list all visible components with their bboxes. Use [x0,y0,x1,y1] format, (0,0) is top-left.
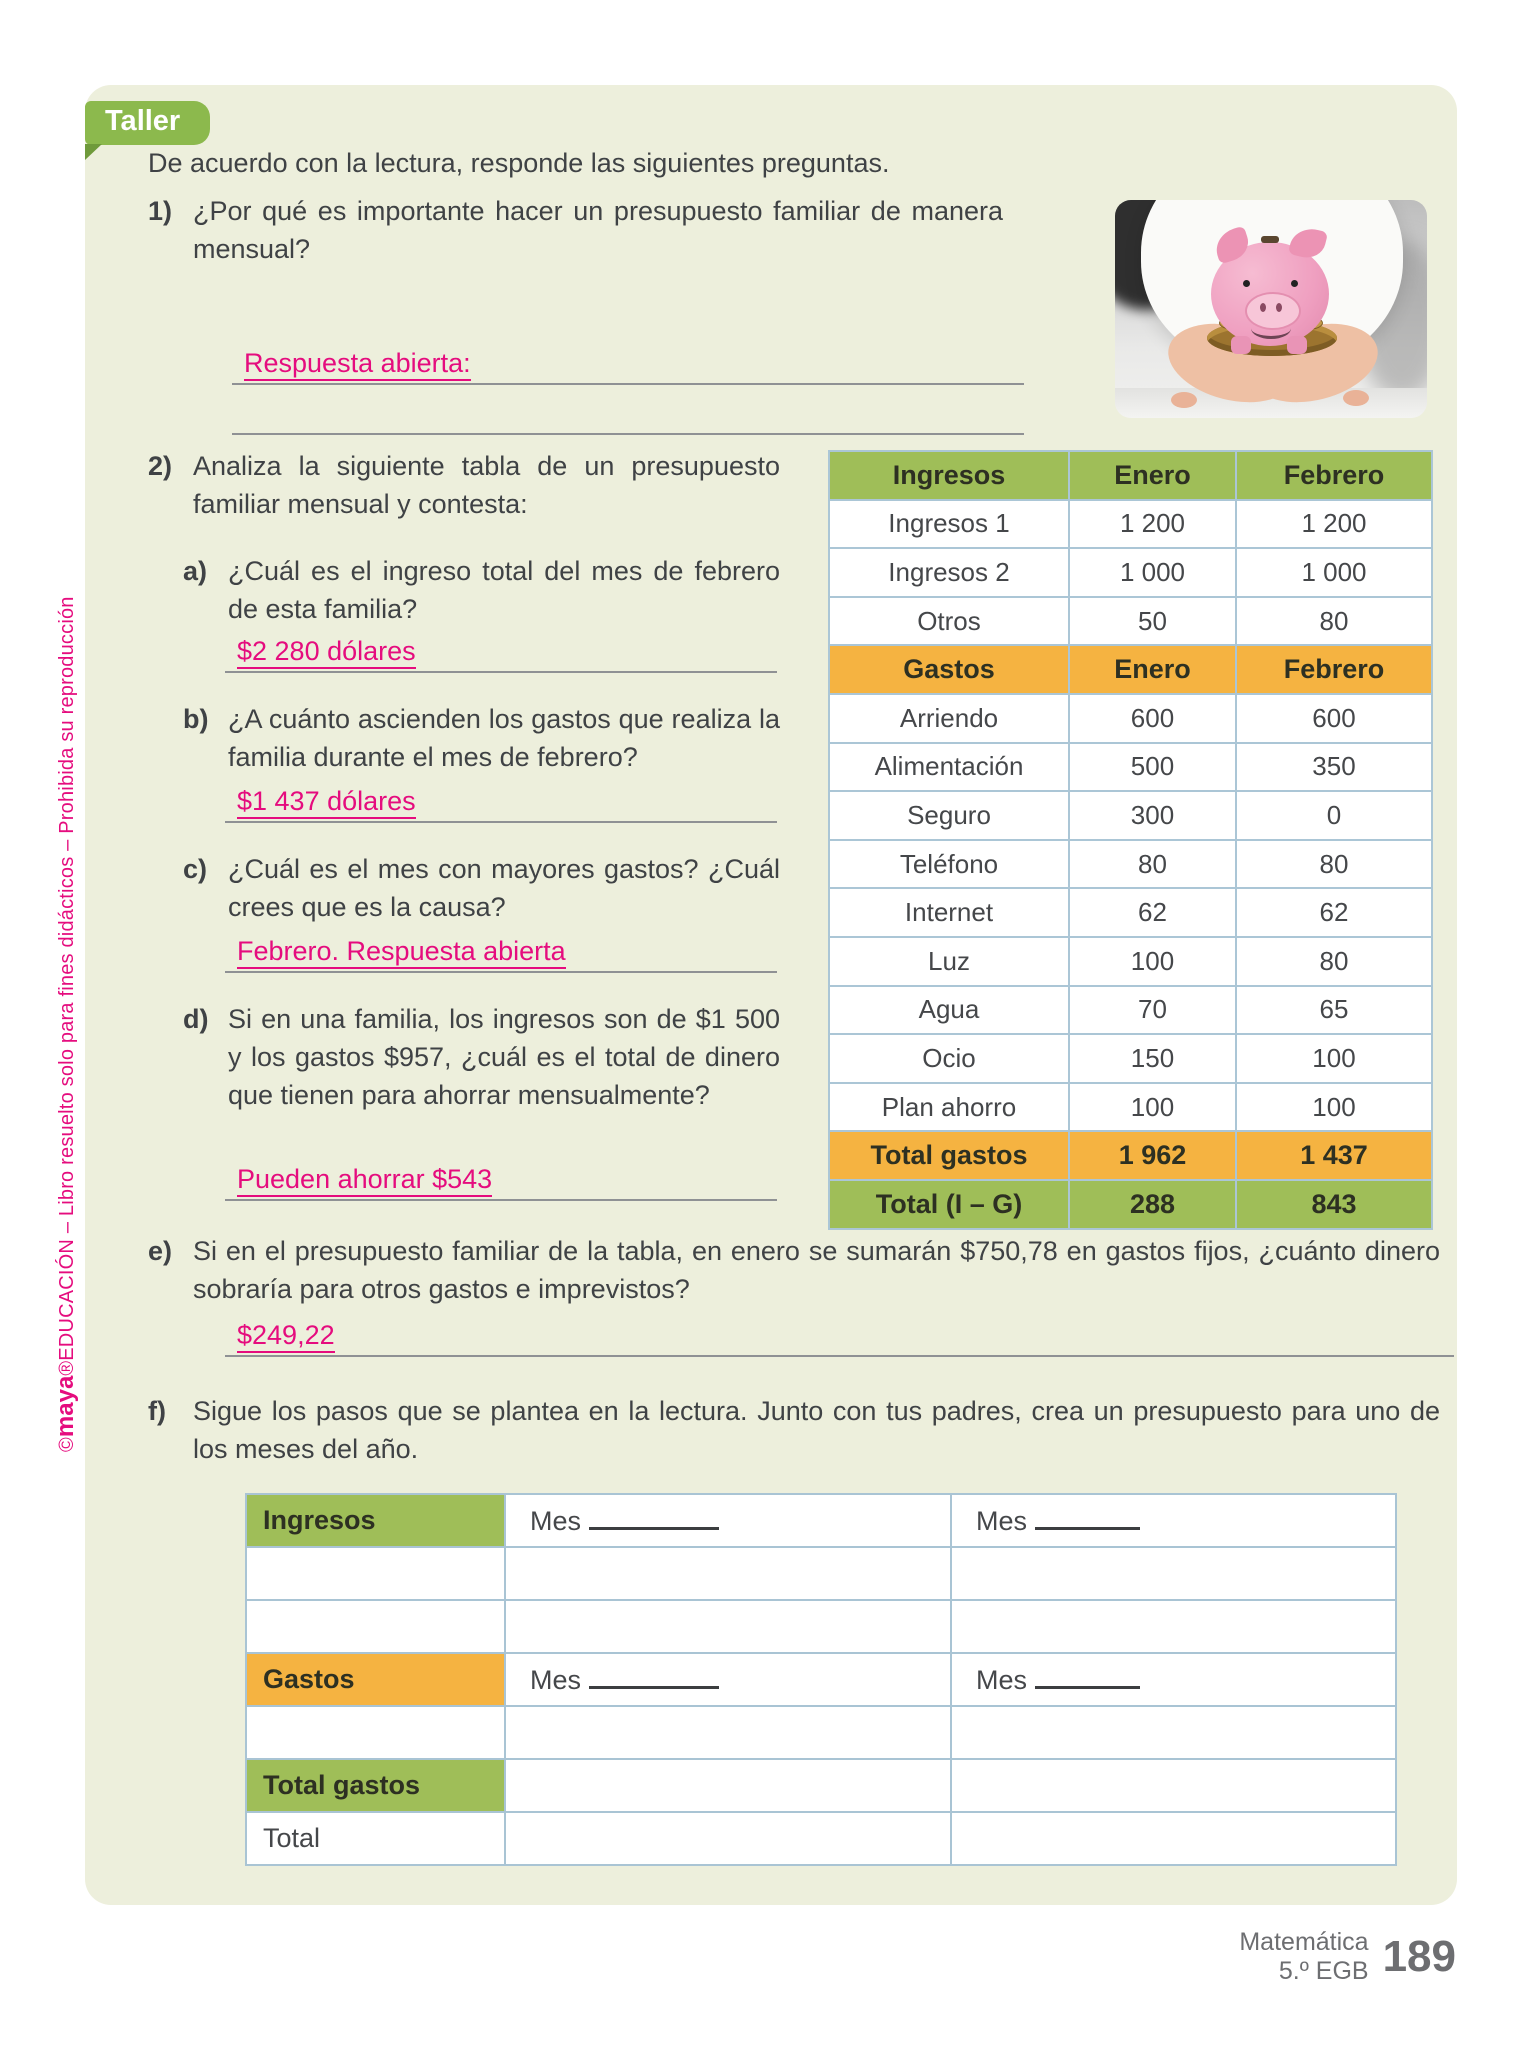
pig-smile [1251,318,1291,339]
budget-table-row [829,840,1432,889]
budget-table-cell: 100 [1069,1083,1236,1132]
budget-table-cell: Total gastos [829,1131,1069,1180]
answer-line-q1 [232,348,1024,385]
question-1-text: ¿Por qué es importante hacer un presupuesto familiar de manera mensual? [193,196,1003,264]
question-e-text: Si en el presupuesto familiar de la tabla, en enero se sumarán $750,78 en gastos fijos, ¿cuánto dinero sobraría para otros gastos e imprevistos? [193,1236,1440,1304]
budget-table-row [829,1131,1432,1180]
intro-text: De acuerdo con la lectura, responde las siguientes preguntas. [148,148,890,178]
table-row [246,1759,1396,1812]
mes-blank-line [1035,1505,1140,1530]
budget-table-cell: Enero [1069,451,1236,500]
budget-table-cell: Ocio [829,1034,1069,1083]
budget-table-cell: Febrero [1236,645,1432,694]
budget-table-row [829,1083,1432,1132]
table-row [246,1494,1396,1547]
budget-table-cell: Seguro [829,791,1069,840]
gastos-header-cell: Gastos [246,1653,505,1706]
question-d-text: Si en una familia, los ingresos son de $1 500 y los gastos $957, ¿cuál es el total de dinero que tienen para ahorrar mensualmente? [228,1004,780,1110]
table-row [246,1547,1396,1600]
budget-table-cell: Plan ahorro [829,1083,1069,1132]
total-label-cell: Total [246,1812,505,1865]
question-f-text: Sigue los pasos que se plantea en la lectura. Junto con tus padres, crea un presupuesto para uno de los meses del año. [193,1396,1440,1464]
blank-budget-table [245,1493,1397,1866]
budget-table-cell: 1 200 [1069,500,1236,549]
copyright-text: ®EDUCACIÓN – Libro resuelto solo para fines didácticos – Prohibida su reproducción [56,596,78,1376]
pig-leg [1231,336,1251,354]
table-row [246,1653,1396,1706]
empty-cell [505,1759,951,1812]
answer-e: $249,22 [237,1320,335,1353]
budget-table-cell: Arriendo [829,694,1069,743]
budget-table-cell: 1 437 [1236,1131,1432,1180]
mes-label: Mes [530,1664,582,1695]
budget-table-cell: 100 [1236,1034,1432,1083]
budget-table-cell: 50 [1069,597,1236,646]
empty-cell [951,1547,1396,1600]
pig-leg [1287,336,1307,354]
budget-table-cell: Agua [829,986,1069,1035]
question-c-text: ¿Cuál es el mes con mayores gastos? ¿Cuál crees que es la causa? [228,854,780,922]
question-b-text: ¿A cuánto ascienden los gastos que realiza la familia durante el mes de febrero? [228,704,780,772]
budget-table-cell: 300 [1069,791,1236,840]
taller-badge-label: Taller [105,105,181,137]
budget-table-row [829,888,1432,937]
budget-table-cell: Otros [829,597,1069,646]
finger [1171,392,1197,408]
budget-table-cell: 80 [1069,840,1236,889]
question-a-text: ¿Cuál es el ingreso total del mes de febrero de esta familia? [228,556,780,624]
question-c [183,850,780,926]
budget-table-row [829,500,1432,549]
budget-table-row [829,694,1432,743]
budget-table-cell: 1 000 [1236,548,1432,597]
answer-c: Febrero. Respuesta abierta [237,936,566,969]
budget-table-row [829,451,1432,500]
budget-table-row [829,1180,1432,1229]
answer-line-b [225,786,777,823]
budget-table-cell: Total (I – G) [829,1180,1069,1229]
question-a [183,552,780,628]
budget-table-cell: 350 [1236,743,1432,792]
answer-line-a [225,636,777,673]
mes-cell [505,1653,951,1706]
question-e-number: e) [148,1236,173,1266]
answer-d: Pueden ahorrar $543 [237,1164,492,1197]
empty-cell [246,1706,505,1759]
empty-cell [951,1759,1396,1812]
budget-table-cell: 80 [1236,937,1432,986]
budget-table-cell: Ingresos [829,451,1069,500]
budget-table-row [829,597,1432,646]
budget-table-row [829,1034,1432,1083]
budget-table-cell: Enero [1069,645,1236,694]
answer-q1: Respuesta abierta: [244,348,471,381]
mes-blank-line [589,1664,719,1689]
budget-table-row [829,937,1432,986]
budget-table-row [829,791,1432,840]
empty-cell [951,1600,1396,1653]
pig-eye [1243,280,1250,287]
piggy-bank-photo [1115,200,1427,418]
total-gastos-header-cell: Total gastos [246,1759,505,1812]
answer-line-q1-blank [232,402,1024,435]
budget-table-cell: 1 962 [1069,1131,1236,1180]
mes-cell [951,1653,1396,1706]
budget-table-cell: Gastos [829,645,1069,694]
question-2 [148,447,780,523]
question-d [183,1000,780,1114]
budget-table-cell: 100 [1069,937,1236,986]
budget-table-cell: 288 [1069,1180,1236,1229]
budget-table-cell: Ingresos 2 [829,548,1069,597]
budget-table-cell: 1 000 [1069,548,1236,597]
taller-badge [85,101,210,145]
table-row [246,1600,1396,1653]
table-row [246,1706,1396,1759]
question-a-number: a) [183,556,208,586]
budget-table-cell: Internet [829,888,1069,937]
mes-blank-line [1035,1664,1140,1689]
page-number: 189 [1382,1932,1456,1981]
pig-nostril [1260,303,1266,312]
empty-cell [951,1812,1396,1865]
budget-table-cell: 1 200 [1236,500,1432,549]
question-1 [148,192,1003,268]
budget-table-cell: 62 [1236,888,1432,937]
answer-b: $1 437 dólares [237,786,416,819]
question-1-number: 1) [148,196,173,226]
question-c-number: c) [183,854,208,884]
question-b-number: b) [183,704,209,734]
mes-cell [951,1494,1396,1547]
budget-table-cell: 80 [1236,597,1432,646]
mes-blank-line [589,1505,719,1530]
publisher-logo: maya [52,1375,79,1438]
empty-cell [505,1706,951,1759]
budget-table-cell: 500 [1069,743,1236,792]
coin-slot [1261,236,1279,243]
budget-table-cell: Teléfono [829,840,1069,889]
budget-table-cell: Luz [829,937,1069,986]
empty-cell [505,1547,951,1600]
budget-table-cell: 150 [1069,1034,1236,1083]
ingresos-header-cell: Ingresos [246,1494,505,1547]
question-f [148,1392,1440,1468]
question-b [183,700,780,776]
budget-table-cell: 600 [1069,694,1236,743]
budget-table-cell: 80 [1236,840,1432,889]
budget-table-cell: 70 [1069,986,1236,1035]
answer-line-e [225,1320,1454,1357]
empty-cell [505,1600,951,1653]
budget-table-cell: Alimentación [829,743,1069,792]
page-footer [1239,1928,1456,1986]
empty-cell [246,1600,505,1653]
question-2-number: 2) [148,451,173,481]
mes-label: Mes [976,1664,1028,1695]
pig-nostril [1276,303,1282,312]
budget-table-cell: 100 [1236,1083,1432,1132]
question-2-text: Analiza la siguiente tabla de un presupuesto familiar mensual y contesta: [193,451,780,519]
mes-label: Mes [530,1505,582,1536]
answer-line-c [225,936,777,973]
budget-table [828,450,1433,1230]
answer-a: $2 280 dólares [237,636,416,669]
budget-table-cell: 62 [1069,888,1236,937]
copyright-sidebar [52,596,80,1452]
mes-label: Mes [976,1505,1028,1536]
table-row [246,1812,1396,1865]
empty-cell [246,1547,505,1600]
question-f-number: f) [148,1396,166,1426]
pig-eye [1291,280,1298,287]
budget-table-row [829,986,1432,1035]
budget-table-cell: 600 [1236,694,1432,743]
footer-grade: 5.º EGB [1278,1957,1369,1985]
budget-table-cell: 0 [1236,791,1432,840]
budget-table-cell: 843 [1236,1180,1432,1229]
question-e [148,1232,1440,1308]
budget-table-row [829,548,1432,597]
finger [1343,390,1369,406]
empty-cell [505,1812,951,1865]
budget-table-cell: 65 [1236,986,1432,1035]
budget-table-row [829,743,1432,792]
copyright-symbol: © [56,1437,78,1452]
mes-cell [505,1494,951,1547]
budget-table-cell: Ingresos 1 [829,500,1069,549]
question-d-number: d) [183,1004,209,1034]
budget-table-cell: Febrero [1236,451,1432,500]
empty-cell [951,1706,1396,1759]
answer-line-d [225,1164,777,1201]
footer-subject: Matemática [1239,1928,1369,1956]
budget-table-row [829,645,1432,694]
